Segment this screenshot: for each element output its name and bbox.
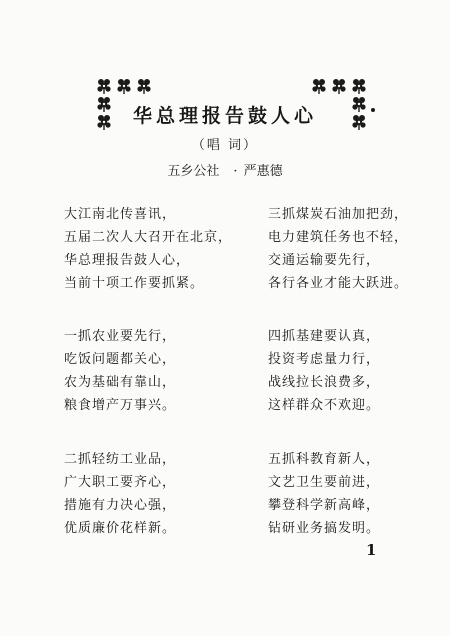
verse-line: 五届二次人大召开在北京， [64,230,233,245]
verse-line: 这样群众不欢迎。 [268,398,381,413]
verse-line: 粮食增产万事兴。 [64,398,177,413]
verse-line: 广大职工要齐心， [64,475,177,490]
flower-ornament-icon [331,78,347,94]
verse-line: 大江南北传喜讯， [64,207,177,222]
flower-ornament-icon [96,78,112,94]
verse-line: 战线拉长浪费多， [268,375,381,390]
verse-line: 一抓农业要先行， [64,329,177,344]
page-subtitle: （唱 词） [191,138,259,153]
verse-line: 文艺卫生要前进， [268,475,381,490]
verse-line: 农为基础有靠山， [64,375,177,390]
stanza-right-3 [268,448,380,540]
verse-line: 钻研业务搞发明。 [268,521,381,536]
verse-line: 优质廉价花样新。 [64,521,177,536]
page-number: 1 [366,541,377,559]
stanza-right-1 [268,203,408,295]
verse-line: 三抓煤炭石油加把劲， [268,207,409,222]
verse-line: 各行各业才能大跃进。 [268,276,409,291]
page-title: 华总理报告鼓人心 [132,105,317,127]
verse-line: 五抓科教育新人， [268,452,381,467]
byline-separator: · [233,164,238,179]
stanza-left-1 [64,203,232,295]
stanza-left-3 [64,448,176,540]
verse-line: 二抓轻纺工业品， [64,452,177,467]
byline-author: 严惠德 [243,164,283,179]
verse-line: 当前十项工作要抓紧。 [64,276,205,291]
flower-ornament-icon [116,78,132,94]
verse-line: 华总理报告鼓人心， [64,253,191,268]
verse-line: 措施有力决心强， [64,498,177,513]
verse-line: 投资考虑量力行， [268,352,381,367]
stanza-right-2 [268,325,380,417]
verse-line: 吃饭问题都关心， [64,352,177,367]
flower-ornament-icon [311,78,327,94]
verse-line: 交通运输要先行， [268,253,381,268]
byline [0,160,450,179]
stanza-left-2 [64,325,176,417]
flower-ornament-icon [351,78,367,94]
verse-line: 攀登科学新高峰， [268,498,381,513]
verse-line: 电力建筑任务也不轻， [268,230,409,245]
flower-ornament-icon [136,78,152,94]
byline-unit: 五乡公社 [167,164,220,179]
verse-line: 四抓基建要认真， [268,329,381,344]
